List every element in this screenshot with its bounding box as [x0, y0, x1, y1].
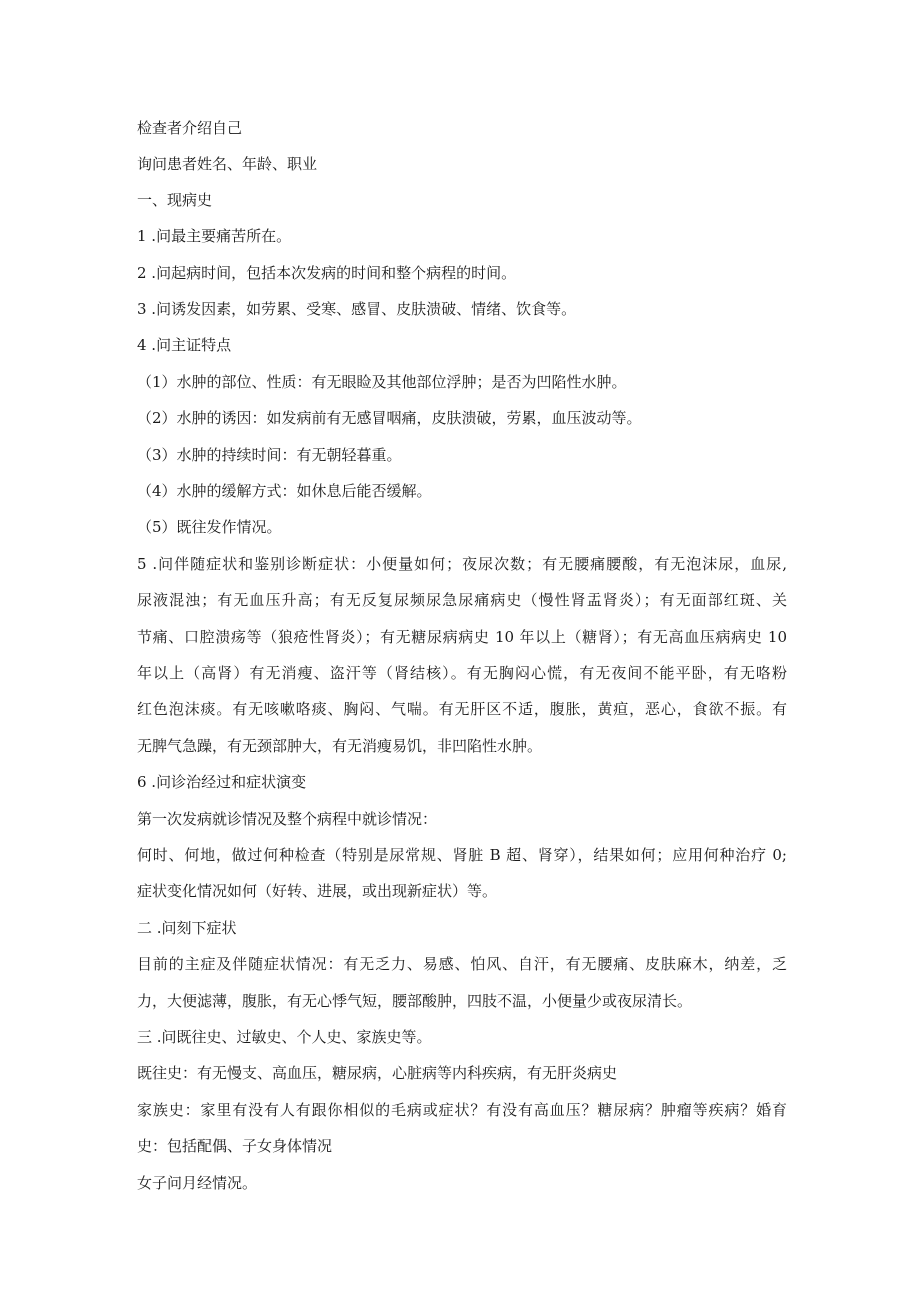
text-line-menstrual: 女子问月经情况。	[137, 1174, 258, 1192]
section-heading-present-illness: 一、现病史	[137, 191, 213, 209]
text-line-past-history: 既往史：有无慢支、高血压，糖尿病，心脏病等内科疾病，有无肝炎病史	[137, 1064, 618, 1082]
text-line-first-visit: 第一次发病就诊情况及整个病程中就诊情况：	[137, 810, 438, 828]
text-line-sub-3: （3）水肿的持续时间：有无朝轻暮重。	[137, 446, 402, 464]
text-line-item-2: 2 .问起病时间，包括本次发病的时间和整个病程的时间。	[137, 264, 517, 282]
text-line-item-5-a: 5 .问伴随症状和鉴别诊断症状：小便量如何；夜尿次数；有无腰痛腰酸，有无泡沫尿，血尿,	[137, 555, 787, 573]
text-line-item-6: 6 .问诊治经过和症状演变	[137, 773, 307, 791]
text-line-family-history-a: 家族史：家里有没有人有跟你相似的毛病或症状？有没有高血压？糖尿病？肿瘤等疾病？婚育	[137, 1101, 787, 1119]
text-line-item-5-d: 年以上（高肾）有无消瘦、盗汗等（肾结核）。有无胸闷心慌，有无夜间不能平卧，有无咯粉	[137, 664, 787, 682]
text-line-exam-detail: 何时、何地，做过何种检查（特别是尿常规、肾脏 B 超、肾穿），结果如何；应用何种治疗 0;	[137, 846, 787, 864]
text-line-item-5-c: 节痛、口腔溃疡等（狼疮性肾炎）；有无糖尿病病史 10 年以上（糖肾）；有无高血压病病史 10	[137, 628, 787, 646]
text-line-sub-5: （5）既往发作情况。	[137, 518, 282, 536]
text-line-symptom-change: 症状变化情况如何（好转、进展，或出现新症状）等。	[137, 882, 498, 900]
text-line-item-1: 1 .问最主要痛苦所在。	[137, 227, 292, 245]
text-line-ask-patient-info: 询问患者姓名、年龄、职业	[137, 155, 318, 173]
text-line-sub-1: （1）水肿的部位、性质：有无眼睑及其他部位浮肿；是否为凹陷性水肿。	[137, 373, 627, 391]
text-line-item-4: 4 .问主证特点	[137, 336, 232, 354]
section-heading-current-symptoms: 二 .问刻下症状	[137, 919, 237, 937]
text-line-item-5-b: 尿液混浊；有无血压升高；有无反复尿频尿急尿痛病史（慢性肾盂肾炎）；有无面部红斑、关	[137, 591, 787, 609]
text-line-item-3: 3 .问诱发因素，如劳累、受寒、感冒、皮肤溃破、情绪、饮食等。	[137, 300, 577, 318]
text-line-main-symptoms-b: 力，大便滤薄，腹胀，有无心悸气短，腰部酸肿，四肢不温，小便量少或夜尿清长。	[137, 992, 693, 1010]
text-line-intro-examiner: 检查者介绍自己	[137, 119, 243, 137]
text-line-item-5-f: 无脾气急躁，有无颈部肿大，有无消瘦易饥，非凹陷性水肿。	[137, 737, 543, 755]
text-line-item-5-e: 红色泡沫痰。有无咳嗽咯痰、胸闷、气喘。有无肝区不适，腹胀，黄疸，恶心，食欲不振。有	[137, 700, 787, 718]
text-line-sub-2: （2）水肿的诱因：如发病前有无感冒咽痛，皮肤溃破，劳累，血压波动等。	[137, 409, 642, 427]
section-heading-history: 三 .问既往史、过敏史、个人史、家族史等。	[137, 1028, 432, 1046]
text-line-sub-4: （4）水肿的缓解方式：如休息后能否缓解。	[137, 482, 432, 500]
text-line-family-history-b: 史：包括配偶、子女身体情况	[137, 1137, 333, 1155]
text-line-main-symptoms-a: 目前的主症及伴随症状情况：有无乏力、易感、怕风、自汗，有无腰痛、皮肤麻木，纳差，乏	[137, 955, 787, 973]
